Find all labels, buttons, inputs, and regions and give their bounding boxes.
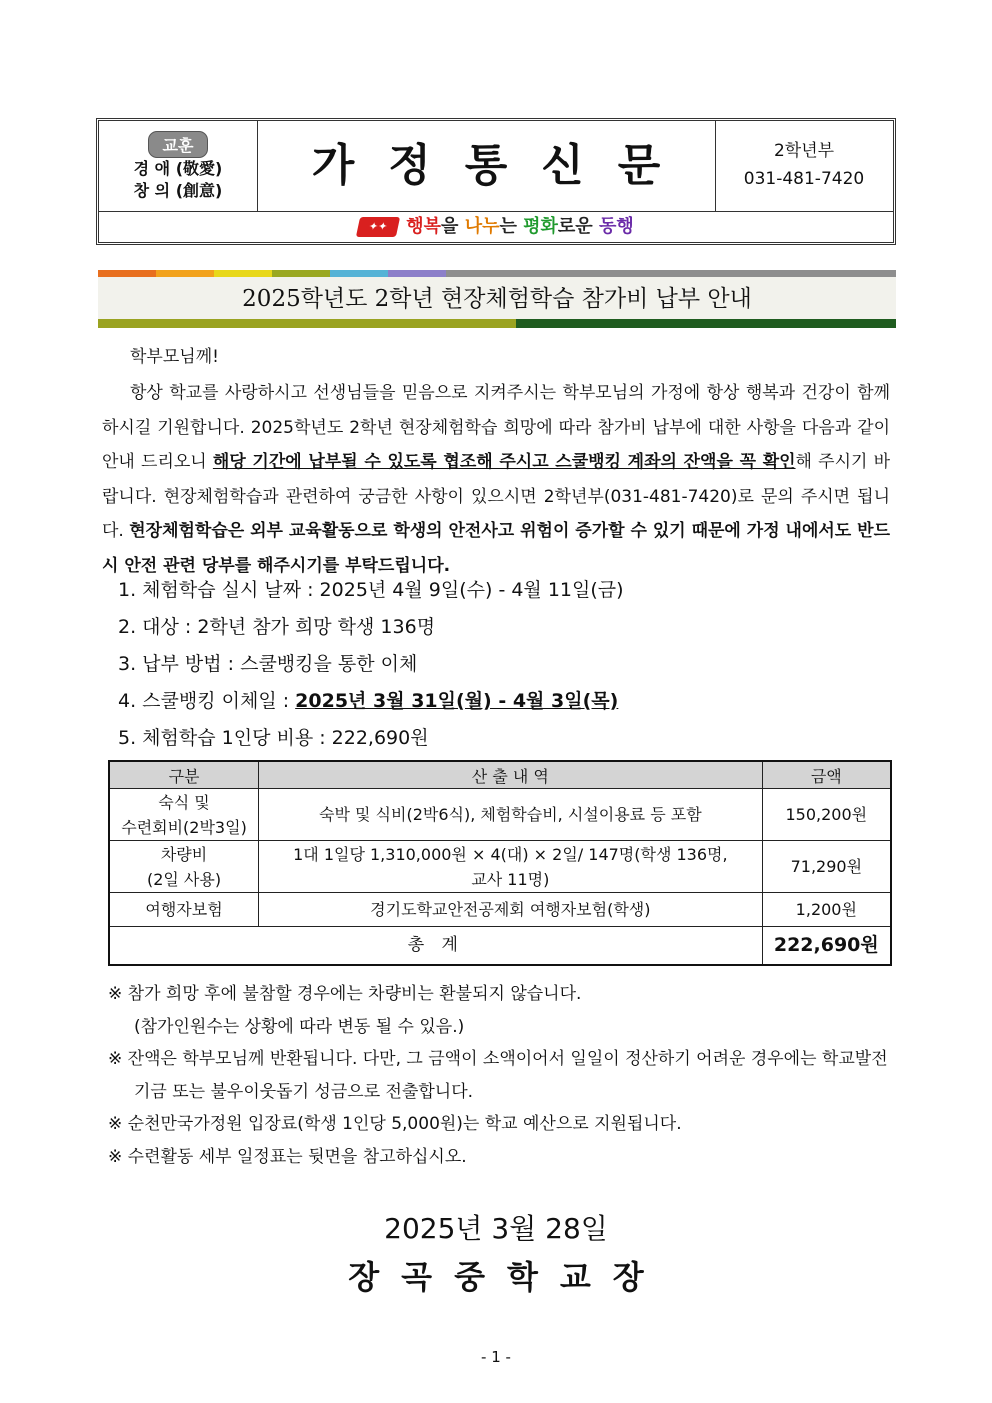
slogan-word: 을 (441, 216, 465, 237)
principal-signature: 장곡중학교장 (348, 1258, 666, 1296)
total-amount: 222,690원 (762, 927, 891, 965)
intro-bold-text: 현장체험학습은 외부 교육활동으로 학생의 안전사고 위험이 증가할 수 있기 때문에 가정 내에서도 반드시 안전 관련 당부를 해주시기를 부탁드립니다. (102, 521, 890, 576)
slogan-word: 는 (499, 216, 524, 237)
note-item: ※ 참가 희망 후에 불참할 경우에는 차량비는 환불되지 않습니다. (108, 984, 582, 1004)
table-header: 구분 (109, 761, 259, 789)
color-band-top (98, 270, 896, 277)
slogan-word: 로운 (557, 216, 599, 237)
intro-text: 항상 학교를 사랑하시고 선생님들을 믿음으로 지켜주시는 학부모님의 가정에 항상 행복과 건강이 함께 하시길 기원합니다. 2025학년도 2학년 현장체험학습 희망에 따라 참가비 납부에 대한 사항을 다음과 같이 안내 드리오니 (102, 383, 890, 472)
list-item: 3. 납부 방법 : 스쿨뱅킹을 통한 이체 (118, 653, 418, 675)
school-logo-icon: ✦✦ (356, 217, 400, 237)
motto-line-1: 경 애 (敬愛) (133, 159, 223, 178)
table-cell: 71,290원 (762, 841, 891, 893)
page-number: - 1 - (481, 1348, 511, 1366)
color-band-bottom (98, 319, 896, 328)
cost-table (108, 760, 892, 966)
department-contact (715, 121, 893, 211)
document-title: 가정통신문 (311, 140, 695, 191)
list-item: 5. 체험학습 1인당 비용 : 222,690원 (118, 727, 429, 749)
table-cell: 1,200원 (762, 893, 891, 927)
slogan-word: 동행 (598, 216, 634, 237)
note-item: (참가인원수는 상황에 따라 변동 될 수 있음.) (134, 1016, 465, 1037)
note-item: ※ 순천만국가정원 입장료(학생 1인당 5,000원)는 학교 예산으로 지원됩니다. (108, 1114, 682, 1134)
table-row (109, 893, 891, 927)
table-cell: 숙박 및 식비(2박6식), 체험학습비, 시설이용료 등 포함 (259, 789, 763, 841)
intro-underlined-text: 해당 기간에 납부될 수 있도록 협조해 주시고 스쿨뱅킹 계좌의 잔액을 꼭 확인 (212, 452, 796, 472)
table-cell: 150,200원 (762, 789, 891, 841)
document-title-cell (257, 121, 716, 211)
table-row (109, 789, 891, 841)
slogan-word: 나누 (464, 216, 500, 237)
list-item: 2. 대상 : 2학년 참가 희망 학생 136명 (118, 616, 436, 638)
table-total-row (109, 927, 891, 965)
transfer-date-value: 2025년 3월 31일(월) - 4월 3일(목) (295, 690, 619, 712)
table-header: 금액 (762, 761, 891, 789)
intro-text: 해 주시기 바랍니다. 현장체험학습과 관련하여 궁금한 사항이 있으시면 2학년부(031-481-7420)로 문의 주시면 됩니다. (102, 452, 891, 541)
transfer-date-label: 4. 스쿨뱅킹 이체일 : (118, 690, 296, 712)
table-header: 산 출 내 역 (259, 761, 763, 789)
table-row (109, 841, 891, 893)
notes-section (108, 978, 898, 1173)
info-list (118, 575, 898, 760)
motto-badge: 교훈 (148, 131, 209, 158)
table-header-row (109, 761, 891, 789)
department-name: 2학년부 (773, 141, 835, 161)
greeting: 학부모님께! (130, 347, 219, 367)
school-slogan (99, 211, 893, 242)
department-phone: 031-481-7420 (743, 169, 865, 189)
newsletter-header (96, 118, 896, 245)
table-cell: 경기도학교안전공제회 여행자보험(학생) (259, 893, 763, 927)
school-motto (99, 121, 258, 211)
header-top-row (99, 121, 893, 212)
notice-title: 2025학년도 2학년 현장체험학습 참가비 납부 안내 (98, 277, 896, 319)
total-label: 총 계 (109, 927, 762, 965)
table-cell: 차량비 (2일 사용) (109, 841, 259, 893)
note-item: ※ 잔액은 학부모님께 반환됩니다. 다만, 그 금액이 소액이어서 일일이 정산하기 어려운 경우에는 학교발전기금 또는 불우이웃돕기 성금으로 전출합니다. (108, 1049, 888, 1102)
motto-line-2: 창 의 (創意) (133, 181, 223, 200)
table-cell: 숙식 및 수련회비(2박3일) (109, 789, 259, 841)
slogan-word: 평화 (523, 216, 558, 237)
table-cell: 여행자보험 (109, 893, 259, 927)
table-cell: 1대 1일당 1,310,000원 × 4(대) × 2일/ 147명(학생 136명, 교사 11명) (259, 841, 763, 893)
slogan-word: 행복 (406, 216, 442, 237)
list-item: 1. 체험학습 실시 날짜 : 2025년 4월 9일(수) - 4월 11일(금) (118, 579, 624, 601)
note-item: ※ 수련활동 세부 일정표는 뒷면을 참고하십시오. (108, 1146, 467, 1167)
issue-date: 2025년 3월 28일 (384, 1212, 608, 1245)
intro-paragraph (102, 376, 890, 583)
list-item (118, 686, 898, 723)
